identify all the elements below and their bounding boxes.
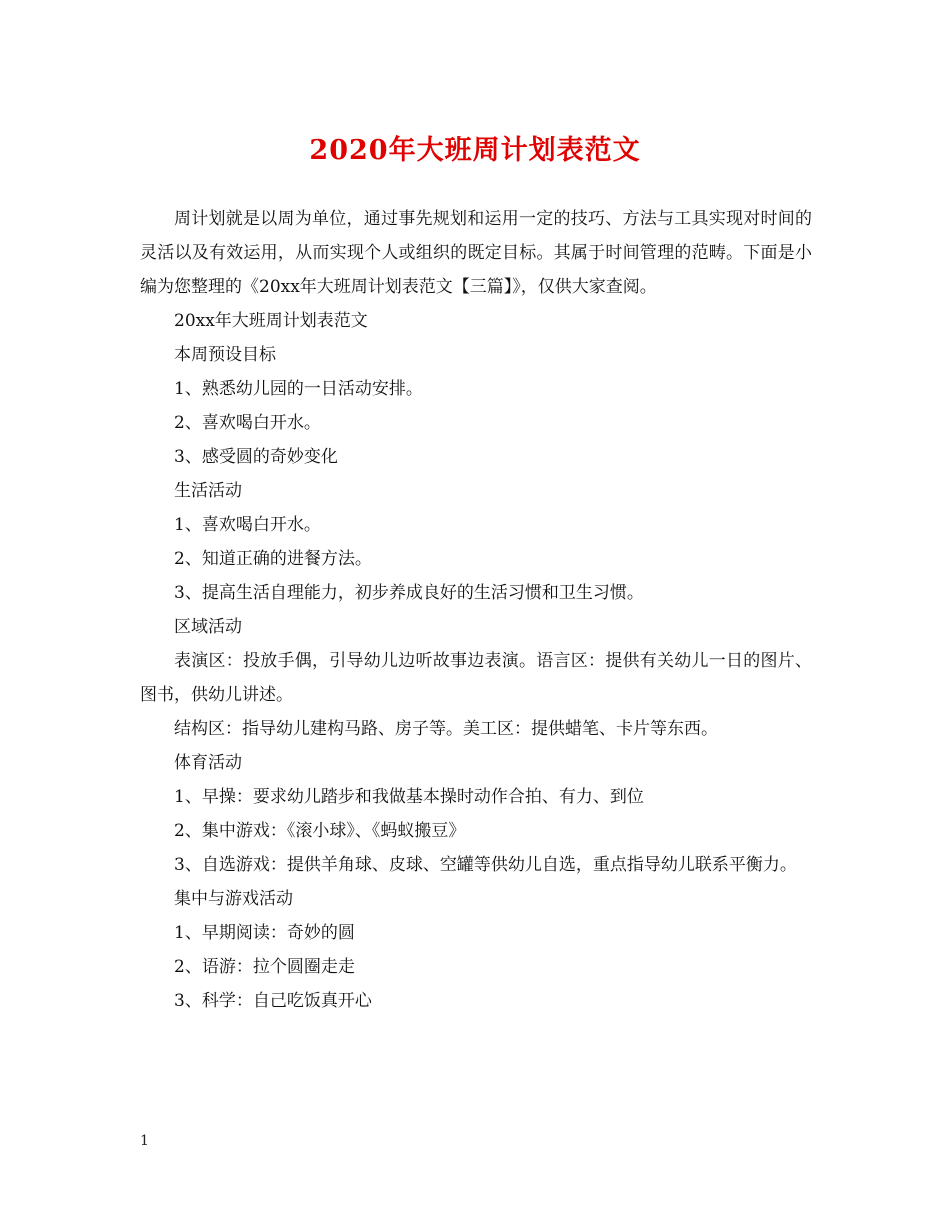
goal-item: 3、感受圆的奇妙变化: [174, 447, 338, 467]
section-heading-life: 生活活动: [174, 481, 242, 501]
sports-item: 2、集中游戏：《滚小球》、《蚂蚁搬豆》: [174, 821, 466, 841]
area-item: 结构区：指导幼儿建构马路、房子等。美工区：提供蜡笔、卡片等东西。: [174, 719, 718, 739]
games-item: 1、早期阅读：奇妙的圆: [174, 923, 355, 943]
document-title: 2020年大班周计划表范文: [309, 135, 641, 166]
life-item: 2、知道正确的进餐方法。: [174, 549, 372, 569]
games-item: 3、科学：自己吃饭真开心: [174, 991, 372, 1011]
sports-item: 3、自选游戏：提供羊角球、皮球、空罐等供幼儿自选，重点指导幼儿联系平衡力。: [174, 855, 797, 875]
intro-paragraph: 周计划就是以周为单位，通过事先规划和运用一定的技巧、方法与工具实现对时间的灵活以及有效运用，从而实现个人或组织的既定目标。其属于时间管理的范畴。下面是小编为您整理的《20xx年大班周计划表范文【三篇】》，仅供大家查阅。: [140, 209, 812, 297]
section-heading-area: 区域活动: [174, 617, 242, 637]
area-item: 表演区：投放手偶，引导幼儿边听故事边表演。语言区：提供有关幼儿一日的图片、图书，供幼儿讲述。: [140, 651, 812, 705]
games-item: 2、语游：拉个圆圈走走: [174, 957, 355, 977]
sports-item: 1、早操：要求幼儿踏步和我做基本操时动作合拍、有力、到位: [174, 787, 644, 807]
section-heading-games: 集中与游戏活动: [174, 889, 293, 909]
page-number: 1: [140, 1133, 149, 1149]
document-body: [140, 202, 812, 1018]
section-heading-sports: 体育活动: [174, 753, 242, 773]
goal-item: 1、熟悉幼儿园的一日活动安排。: [174, 379, 423, 399]
life-item: 3、提高生活自理能力，初步养成良好的生活习惯和卫生习惯。: [174, 583, 644, 603]
life-item: 1、喜欢喝白开水。: [174, 515, 321, 535]
goal-item: 2、喜欢喝白开水。: [174, 413, 321, 433]
subtitle-line: 20xx年大班周计划表范文: [174, 311, 368, 331]
section-heading-goals: 本周预设目标: [174, 345, 276, 365]
